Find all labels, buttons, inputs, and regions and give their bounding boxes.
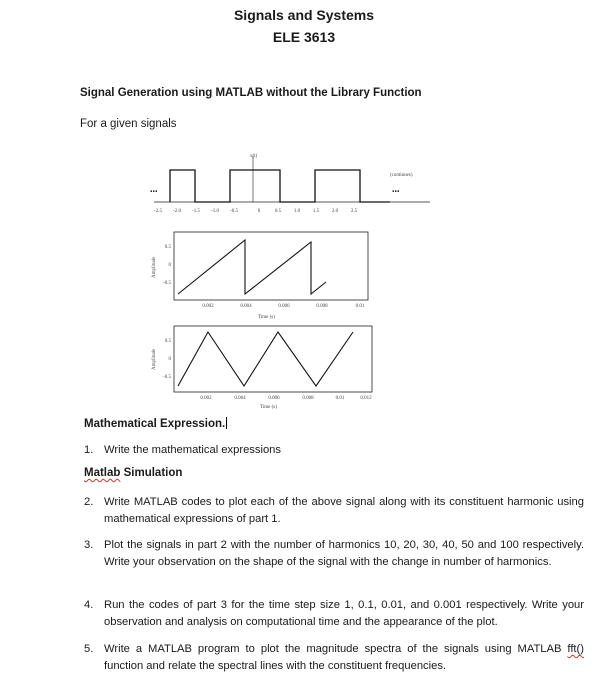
square-tick-label: -0.5 bbox=[230, 209, 238, 214]
sawtooth-x-tick: 0.002 bbox=[202, 304, 214, 309]
square-tick-label: -1.0 bbox=[211, 209, 219, 214]
triangle-x-tick: 0.008 bbox=[302, 396, 314, 401]
square-wave-line bbox=[170, 170, 390, 202]
sawtooth-x-tick: 0.004 bbox=[240, 304, 252, 309]
sawtooth-x-tick: 0.008 bbox=[316, 304, 328, 309]
y-axis-label: Amplitude bbox=[152, 256, 157, 278]
square-tick-label: -2.5 bbox=[154, 209, 162, 214]
triangle-x-tick: 0.012 bbox=[360, 396, 372, 401]
plot-frame bbox=[174, 326, 372, 392]
y-axis-label: x(t) bbox=[250, 154, 258, 159]
sawtooth-figure bbox=[148, 228, 373, 323]
square-tick-labels bbox=[154, 209, 358, 214]
square-wave-figure bbox=[140, 150, 440, 220]
triangle-x-tick: 0.01 bbox=[335, 396, 345, 401]
square-tick-label: -2.0 bbox=[173, 209, 181, 214]
y-axis-label: Amplitude bbox=[152, 348, 157, 370]
fft-function: fft() bbox=[567, 643, 584, 655]
continues-label: (continues) bbox=[390, 173, 413, 178]
triangle-x-tick: 0.006 bbox=[268, 396, 280, 401]
triangle-y-tick: 0 bbox=[168, 357, 171, 362]
matlab-heading: Matlab Simulation bbox=[84, 467, 183, 479]
x-axis-label: Time (s) bbox=[260, 405, 277, 410]
square-tick-label: 0 bbox=[257, 209, 261, 214]
triangle-y-tick: -0.5 bbox=[163, 375, 171, 380]
text-cursor bbox=[226, 417, 227, 429]
intro-text: For a given signals bbox=[80, 118, 177, 130]
triangle-y-ticks bbox=[163, 339, 171, 380]
sawtooth-y-tick: -0.5 bbox=[163, 281, 171, 286]
x-axis-label: Time (s) bbox=[258, 315, 275, 320]
square-tick-label: 2.5 bbox=[350, 209, 358, 214]
triangle-x-ticks bbox=[200, 396, 372, 401]
task-5: 5. Write a MATLAB program to plot the magnitude spectra of the signals using MATLAB fft() function and relate the spectral lines with the constituent frequencies. bbox=[84, 643, 584, 672]
task-4: 4. Run the codes of part 3 for the time step size 1, 0.1, 0.01, and 0.001 respectively. Write your observation and analysis on computational time and the appearance of the plot. bbox=[84, 599, 584, 628]
sawtooth-x-ticks bbox=[202, 304, 365, 309]
triangle-y-tick: 0.5 bbox=[164, 339, 171, 344]
ellipsis-left: ... bbox=[150, 184, 158, 195]
plot-frame bbox=[174, 232, 368, 300]
sawtooth-x-tick: 0.006 bbox=[278, 304, 290, 309]
sawtooth-y-tick: 0 bbox=[168, 263, 171, 268]
triangle-figure bbox=[148, 322, 378, 412]
course-code: ELE 3613 bbox=[272, 29, 336, 45]
square-tick-label: -1.5 bbox=[192, 209, 200, 214]
triangle-x-tick: 0.002 bbox=[200, 396, 212, 401]
square-tick-label: 1.0 bbox=[293, 209, 301, 214]
math-heading: Mathematical Expression. bbox=[84, 418, 226, 430]
square-tick-label: 0.5 bbox=[274, 209, 282, 214]
section-heading: Signal Generation using MATLAB without the Library Function bbox=[80, 87, 422, 99]
sawtooth-y-ticks bbox=[163, 245, 171, 286]
task-3: 3. Plot the signals in part 2 with the number of harmonics 10, 20, 30, 40, 50 and 100 respectively. Write your observation on the shape of the signal with the change in number of harmonics. bbox=[84, 539, 584, 568]
task-2: 2. Write MATLAB codes to plot each of the above signal along with its constituent harmonic using mathematical expressions of part 1. bbox=[84, 496, 584, 525]
sawtooth-x-tick: 0.01 bbox=[355, 304, 365, 309]
ellipsis-right: ... bbox=[392, 184, 400, 195]
page-title: Signals and Systems bbox=[233, 7, 375, 23]
sawtooth-y-tick: 0.5 bbox=[164, 245, 171, 250]
square-tick-label: 1.5 bbox=[312, 209, 320, 214]
triangle-x-tick: 0.004 bbox=[234, 396, 246, 401]
square-tick-label: 2.0 bbox=[331, 209, 339, 214]
